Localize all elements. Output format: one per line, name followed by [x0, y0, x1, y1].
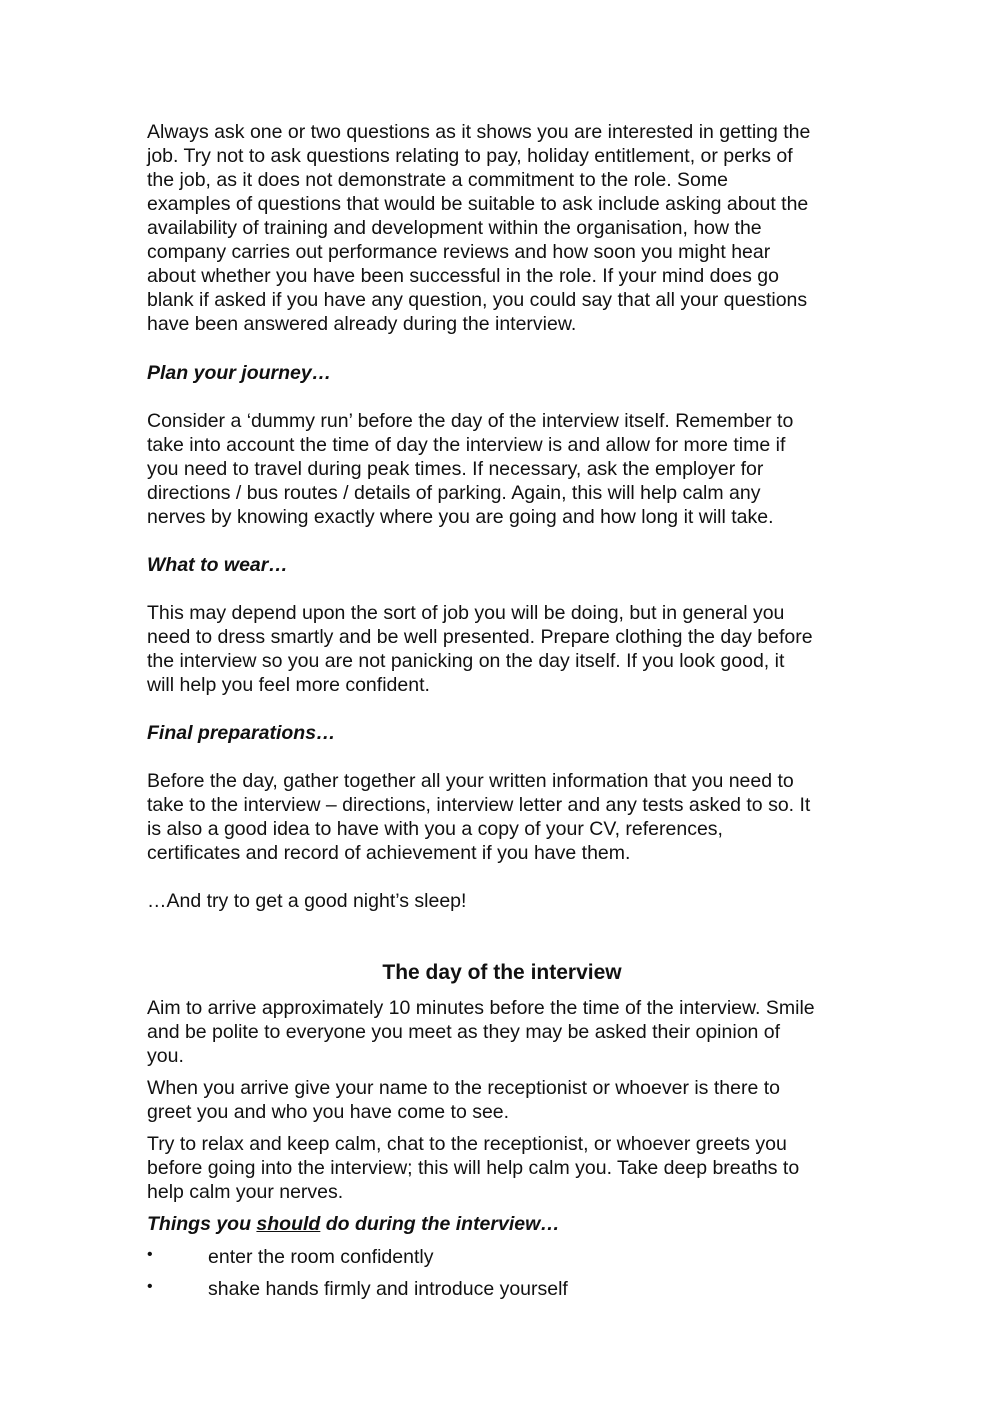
text-line: availability of training and development within the organisation, how the: [147, 217, 762, 239]
text-line: you.: [147, 1045, 184, 1067]
text-line: will help you feel more confident.: [147, 674, 430, 696]
text-line: examples of questions that would be suitable to ask include asking about the: [147, 193, 809, 215]
text-line: greet you and who you have come to see.: [147, 1101, 510, 1123]
text-line: take into account the time of day the interview is and allow for more time if: [147, 434, 786, 456]
text-line: about whether you have been successful in the role. If your mind does go: [147, 265, 779, 287]
arrive-paragraph: [147, 996, 867, 1068]
section-title-interview-day: The day of the interview: [382, 961, 622, 984]
text-line: Always ask one or two questions as it shows you are interested in getting the: [147, 121, 811, 143]
text-line: have been answered already during the interview.: [147, 313, 577, 335]
text-line: This may depend upon the sort of job you will be doing, but in general you: [147, 602, 785, 624]
text-line: is also a good idea to have with you a copy of your CV, references,: [147, 818, 723, 840]
list-item-text: shake hands firmly and introduce yourself: [208, 1278, 568, 1300]
text-line: Consider a ‘dummy run’ before the day of the interview itself. Remember to: [147, 410, 794, 432]
heading-text: Things you: [147, 1213, 257, 1235]
text-line: before going into the interview; this will help calm you. Take deep breaths to: [147, 1157, 800, 1179]
intro-paragraph: [147, 120, 867, 336]
relax-paragraph: [147, 1132, 867, 1204]
heading-emphasis: should: [256, 1213, 321, 1235]
heading-things-you-should-do: [147, 1212, 867, 1236]
journey-paragraph: [147, 409, 867, 529]
heading-final-preparations: Final preparations…: [147, 722, 336, 744]
bullet-icon: •: [147, 1246, 153, 1263]
text-line: Try to relax and keep calm, chat to the receptionist, or whoever greets you: [147, 1133, 787, 1155]
bullet-icon: •: [147, 1278, 153, 1295]
text-line: certificates and record of achievement if you have them.: [147, 842, 631, 864]
text-line: company carries out performance reviews and how soon you might hear: [147, 241, 771, 263]
wear-paragraph: [147, 601, 867, 697]
text-line: and be polite to everyone you meet as they may be asked their opinion of: [147, 1021, 781, 1043]
final-paragraph: [147, 769, 867, 865]
sleep-line: …And try to get a good night’s sleep!: [147, 890, 467, 912]
text-line: the job, as it does not demonstrate a commitment to the role. Some: [147, 169, 728, 191]
text-line: directions / bus routes / details of parking. Again, this will help calm any: [147, 482, 761, 504]
text-line: job. Try not to ask questions relating to pay, holiday entitlement, or perks of: [147, 145, 793, 167]
heading-plan-journey: Plan your journey…: [147, 362, 332, 384]
list-item-text: enter the room confidently: [208, 1246, 434, 1268]
heading-what-to-wear: What to wear…: [147, 554, 288, 576]
text-line: you need to travel during peak times. If necessary, ask the employer for: [147, 458, 764, 480]
text-line: Before the day, gather together all your written information that you need to: [147, 770, 794, 792]
text-line: nerves by knowing exactly where you are going and how long it will take.: [147, 506, 774, 528]
text-line: the interview so you are not panicking on the day itself. If you look good, it: [147, 650, 785, 672]
text-line: blank if asked if you have any question, you could say that all your questions: [147, 289, 808, 311]
text-line: help calm your nerves.: [147, 1181, 344, 1203]
text-line: need to dress smartly and be well presented. Prepare clothing the day before: [147, 626, 813, 648]
text-line: Aim to arrive approximately 10 minutes before the time of the interview. Smile: [147, 997, 815, 1019]
heading-text: do during the interview…: [320, 1213, 560, 1235]
text-line: When you arrive give your name to the receptionist or whoever is there to: [147, 1077, 780, 1099]
receptionist-paragraph: [147, 1076, 867, 1124]
text-line: take to the interview – directions, interview letter and any tests asked to so. It: [147, 794, 811, 816]
